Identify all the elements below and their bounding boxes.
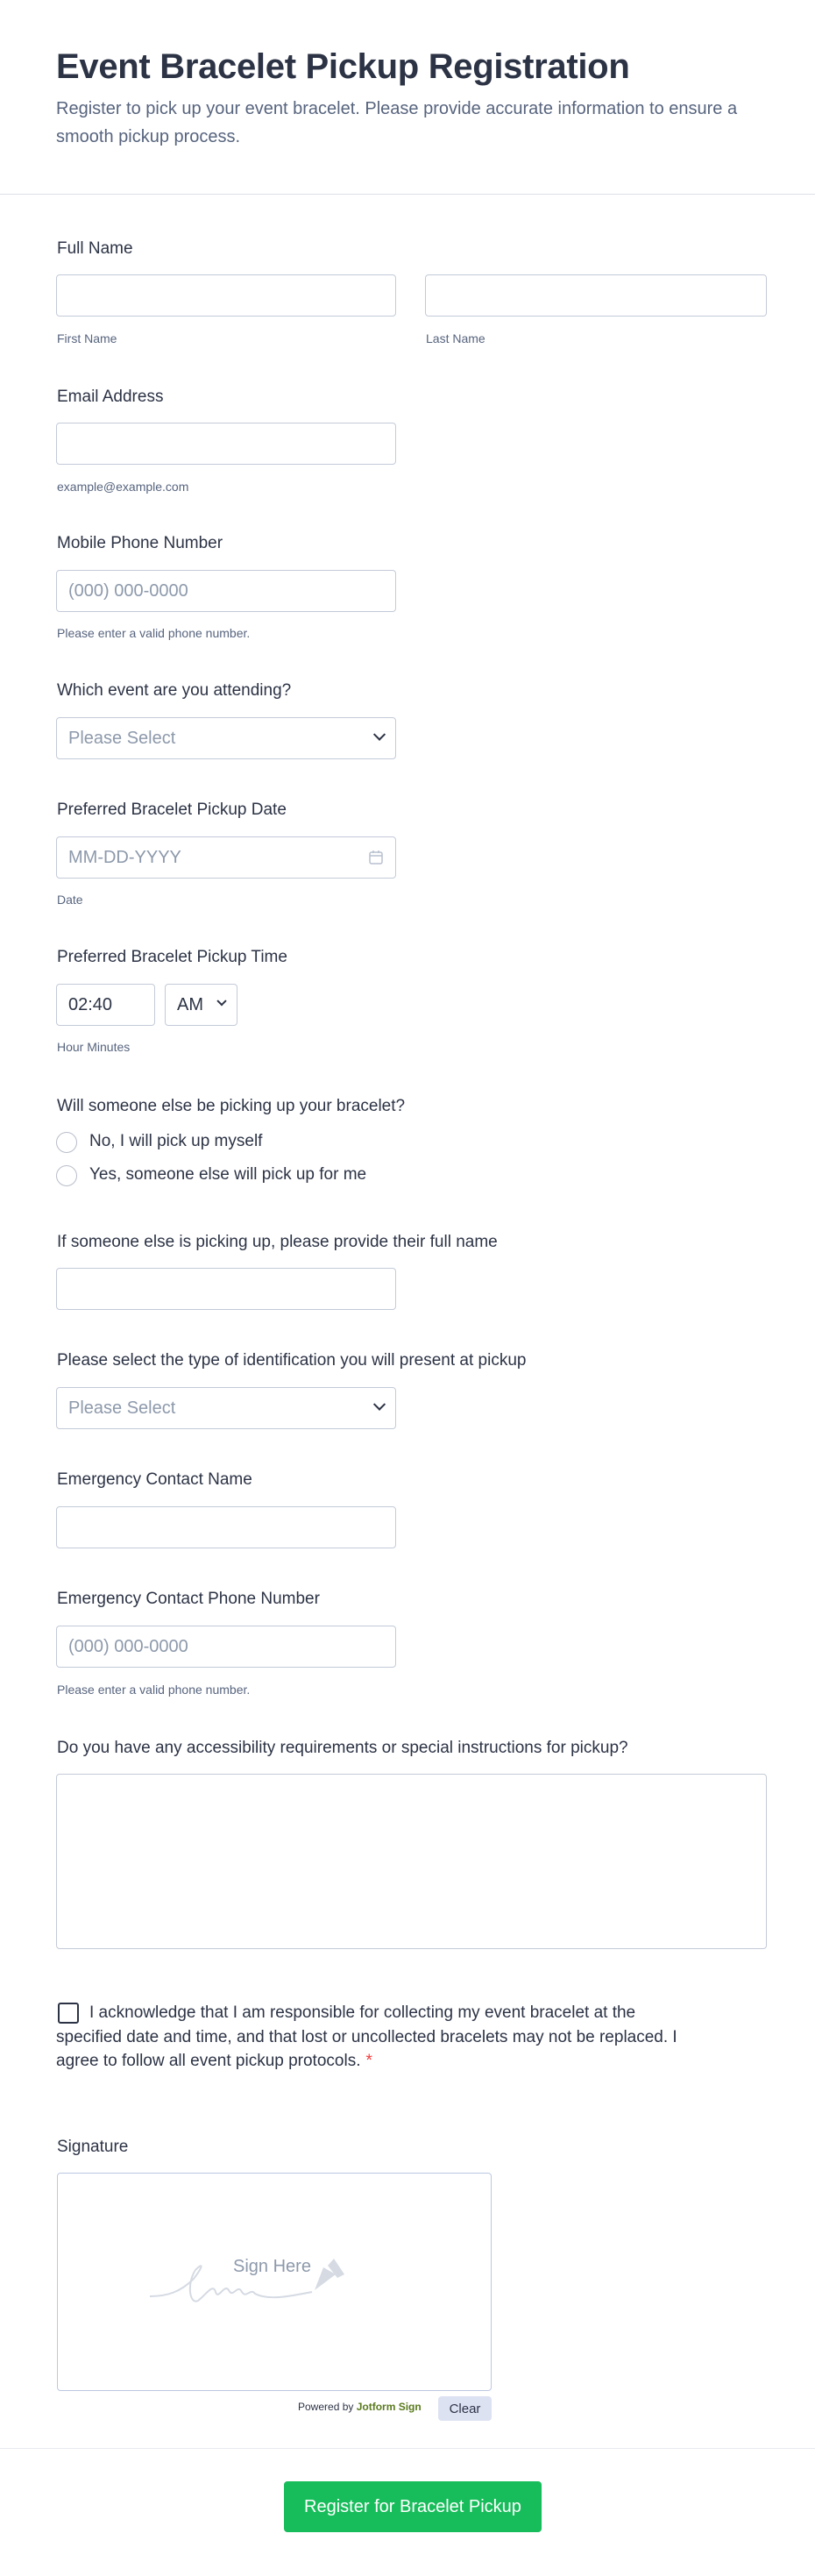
page-title: Event Bracelet Pickup Registration [56,47,630,86]
clear-signature-button[interactable]: Clear [438,2396,492,2421]
ec-name-label: Emergency Contact Name [57,1470,252,1489]
ampm-value: AM [177,994,203,1014]
pickup-other-label: Will someone else be picking up your bracelet? [57,1097,406,1115]
last-name-input[interactable] [425,274,767,317]
time-input[interactable] [56,984,155,1026]
date-input[interactable] [56,836,396,879]
signature-pad[interactable] [57,2173,492,2391]
first-name-sublabel: First Name [57,331,117,345]
chevron-down-icon [216,996,226,1006]
first-name-input[interactable] [56,274,396,317]
powered-by [298,2401,422,2413]
ec-phone-label: Emergency Contact Phone Number [57,1590,320,1608]
mobile-input[interactable] [56,570,396,612]
event-select[interactable] [56,717,396,759]
event-placeholder: Please Select [68,728,176,748]
chevron-down-icon [373,1398,386,1411]
ec-phone-help: Please enter a valid phone number. [57,1683,251,1697]
calendar-icon[interactable] [368,850,384,865]
email-help: example@example.com [57,480,189,494]
other-name-input[interactable] [56,1268,396,1310]
ack-label: I acknowledge that I am responsible for collecting my event bracelet at the specified date and time, and that lost or uncollected bracelets may not be replaced. I agree to follow all event pickup protocols. [56,2003,677,2070]
access-label: Do you have any accessibility requirements or special instructions for pickup? [57,1739,628,1757]
signature-scribble-icon [150,2257,395,2318]
id-type-select[interactable] [56,1387,396,1429]
date-label: Preferred Bracelet Pickup Date [57,801,287,819]
mobile-label: Mobile Phone Number [57,534,223,552]
chevron-down-icon [373,729,386,741]
other-name-label: If someone else is picking up, please provide their full name [57,1233,498,1251]
powered-by-text: Powered by [298,2401,354,2413]
radio-no-label[interactable]: No, I will pick up myself [89,1132,263,1150]
ampm-select[interactable] [165,984,237,1026]
time-help: Hour Minutes [57,1040,131,1054]
access-textarea[interactable] [56,1774,767,1949]
ec-phone-input[interactable] [56,1626,396,1668]
ack-text[interactable] [56,2001,687,2074]
event-label: Which event are you attending? [57,681,292,700]
footer-divider [0,2448,815,2449]
page-subtitle: Register to pick up your event bracelet. Please provide accurate information to ensure a smooth pickup process. [56,99,738,146]
time-label: Preferred Bracelet Pickup Time [57,948,287,966]
signature-label: Signature [57,2138,129,2156]
radio-no[interactable] [56,1132,77,1153]
email-input[interactable] [56,423,396,465]
ec-phone-placeholder: (000) 000-0000 [68,1636,188,1656]
mobile-help: Please enter a valid phone number. [57,626,251,640]
required-asterisk: * [365,2052,372,2070]
header-divider [0,194,815,195]
ec-name-input[interactable] [56,1506,396,1548]
radio-yes[interactable] [56,1165,77,1186]
id-type-label: Please select the type of identification you will present at pickup [57,1351,527,1370]
full-name-label: Full Name [57,239,133,258]
email-label: Email Address [57,388,164,406]
date-placeholder: MM-DD-YYYY [68,847,181,867]
last-name-sublabel: Last Name [426,331,485,345]
mobile-placeholder: (000) 000-0000 [68,580,188,601]
radio-yes-label[interactable]: Yes, someone else will pick up for me [89,1165,367,1184]
time-value: 02:40 [68,994,113,1014]
jotform-sign-link[interactable]: Jotform Sign [356,2401,422,2413]
submit-button[interactable]: Register for Bracelet Pickup [284,2481,542,2532]
sign-here-hint: Sign Here [233,2257,311,2276]
id-type-placeholder: Please Select [68,1398,176,1418]
date-help: Date [57,893,83,907]
